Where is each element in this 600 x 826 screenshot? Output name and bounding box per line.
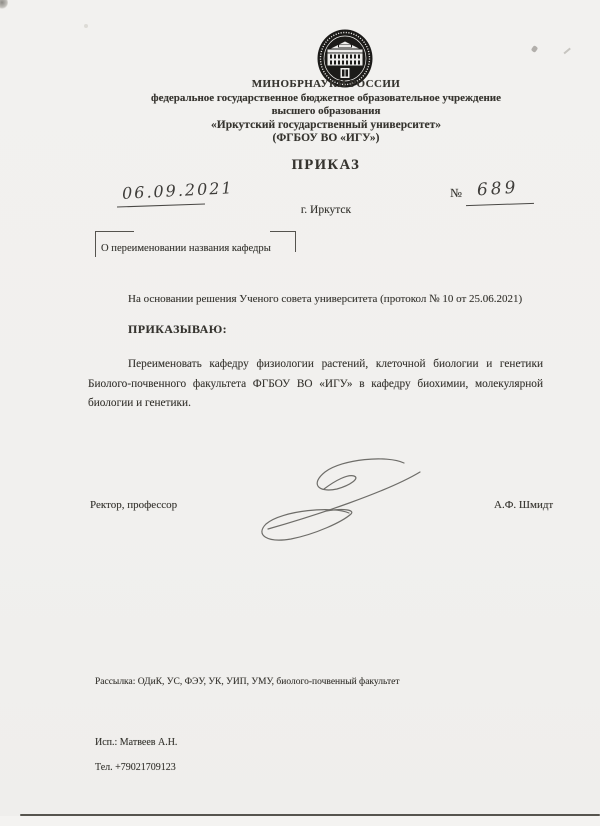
scan-speck xyxy=(531,45,539,53)
signer-position: Ректор, профессор xyxy=(90,499,178,511)
number-label: № xyxy=(450,186,462,200)
scan-edge-area xyxy=(0,816,600,826)
basis-paragraph: На основании решения Ученого совета университета (протокол № 10 от 25.06.2021) xyxy=(128,293,523,305)
document-title: ПРИКАЗ xyxy=(291,157,361,173)
directive-word: ПРИКАЗЫВАЮ: xyxy=(128,322,228,336)
signer-name: А.Ф. Шмидт xyxy=(494,499,554,511)
handwritten-number: 689 xyxy=(476,177,520,201)
handwritten-signature-icon xyxy=(252,452,437,552)
document-header xyxy=(52,78,600,146)
scan-speck xyxy=(563,48,570,54)
ministry-line: МИНОБРНАУКИ РОССИИ xyxy=(251,78,401,90)
distribution-line: Рассылка: ОДиК, УС, ФЭУ, УК, УИП, УМУ, биолого-почвенный факультет xyxy=(95,677,400,687)
scan-edge-line xyxy=(20,814,600,816)
order-paragraph: Переименовать кафедру физиологии растений, клеточной биологии и генетики Биолого-почвенного факультета ФГБОУ ВО «ИГУ» в кафедру биохимии, молекулярной биологии и генетики. xyxy=(88,358,543,409)
handwritten-date: 06.09.2021 xyxy=(121,178,235,203)
org-line-1: федеральное государственное бюджетное образовательное учреждение xyxy=(150,91,502,104)
executor-line: Исп.: Матвеев А.Н. xyxy=(95,737,178,748)
org-line-2: высшего образования xyxy=(271,105,381,117)
scan-speck xyxy=(84,24,88,28)
city-line: г. Иркутск xyxy=(300,204,352,216)
subject-line: О переименовании названия кафедры xyxy=(101,243,271,254)
org-line-3: «Иркутский государственный университет» xyxy=(211,118,441,131)
scan-corner-smudge xyxy=(0,0,8,9)
org-line-4: (ФГБОУ ВО «ИГУ») xyxy=(272,132,380,144)
phone-line: Тел. +79021709123 xyxy=(95,762,176,773)
